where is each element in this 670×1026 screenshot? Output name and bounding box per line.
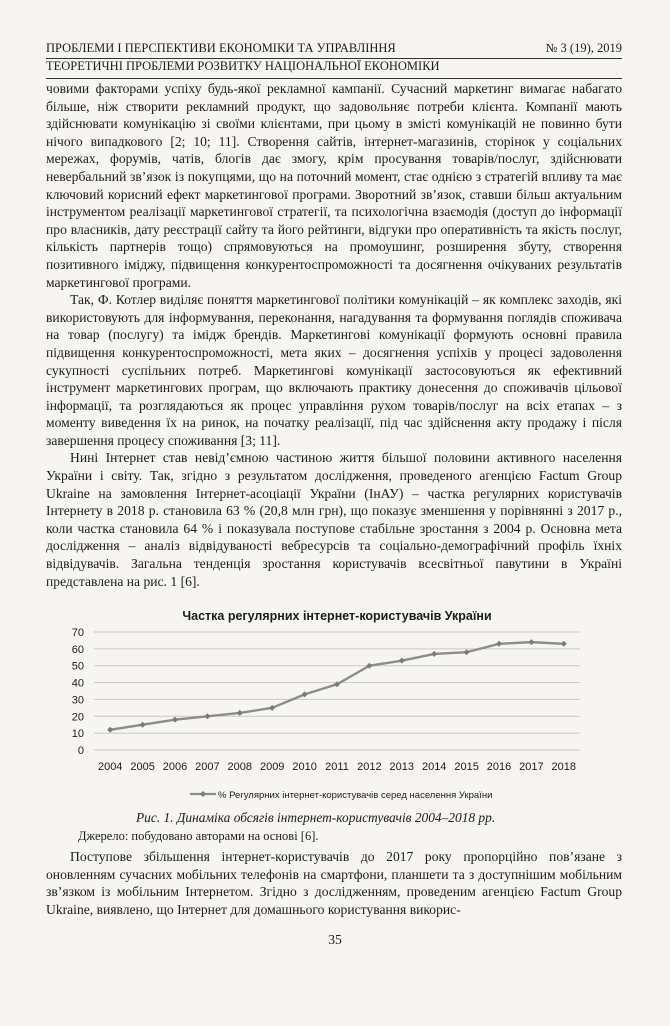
x-tick-label: 2013 bbox=[389, 761, 415, 773]
running-header bbox=[46, 34, 622, 59]
paragraph: Поступове збільшення інтернет-користувачів до 2017 року пропорційно пов’язане з оновленням сучасних мобільних телефонів на смартфони, планшети та з доступнішим мобільним зв’язком із мобільним Інтернетом. Згідно з дослідженням, проведеним агенцією Factum Group Ukraine, виявлено, що Інтернет для домашнього користування викорис- bbox=[46, 849, 622, 917]
y-tick-label: 50 bbox=[71, 660, 84, 673]
x-tick-label: 2010 bbox=[292, 761, 317, 773]
y-tick-label: 10 bbox=[71, 728, 84, 741]
x-tick-label: 2009 bbox=[259, 761, 285, 773]
legend-marker bbox=[200, 791, 206, 797]
y-tick-label: 30 bbox=[71, 694, 84, 707]
x-tick-label: 2018 bbox=[551, 761, 577, 773]
chart-title: Частка регулярних інтернет-користувачів України bbox=[182, 609, 492, 623]
y-tick-label: 20 bbox=[71, 711, 84, 724]
x-tick-label: 2016 bbox=[486, 761, 512, 773]
data-point bbox=[399, 658, 405, 664]
x-tick-label: 2007 bbox=[195, 761, 220, 773]
page-number: 35 bbox=[328, 932, 342, 947]
data-point bbox=[204, 713, 210, 719]
x-tick-label: 2011 bbox=[325, 761, 349, 773]
paragraph: човими факторами успіху будь-якої рекламної кампанії. Сучасний маркетинг вимагає набагато більше, ніж створити рекламний продукт, що задовольняє потреби клієнта. Компанії мають здійснювати комунікацію зі своїми клієнтами, при цьому в змісті комунікацій не повинно бути нічого випадкового [2; 10; 11]. Створення сайтів, інтернет-магазинів, сторінок у соціальних мережах, форумів, чатів, блогів дає змогу, крім просування товарів/послуг, здійснювати невербальний зв’язок із покупцями, що на поточний момент, стає однією з стратегій впливу та має ключовий корисний ефект маркетингової програми. Зворотний зв’язок, ставши більш актуальним інструментом реалізації маркетингової стратегії, та психологічна взаємодія (доступ до інформації про власників, дату реєстрації сайту та його рейтинги, відгуки про оперативність та якість послуг, кількість партнерів тощо) спрямовуються на промоушинг, розширення збуту, створення позитивного іміджу, підвищення конкурентоспроможності та досягнення очікуваних результатів маркетингової програми. bbox=[46, 81, 622, 290]
line-chart bbox=[60, 604, 590, 816]
paragraph: Нині Інтернет став невід’ємною частиною життя більшої половини активного населення України і світу. Так, згідно з результатом дослідження, проведеного агенцією Factum Group Ukraine на замовлення Інтернет-асоціації України (ІнАУ) – частка регулярних користувачів Інтернету в 2018 р. становила 63 % (20,8 млн грн), що показує зменшення у порівнянні з 2017 р., коли частка становила 64 % і показувала поступове стабільне зростання з 2004 р. Основна мета дослідження – аналіз відвідуваності вебресурсів та соціально-демографічний профіль їхніх відвідувачів. Загальна тенденція зростання користувачів всесвітньої павутини в Україні представлена на рис. 1 [6]. bbox=[46, 450, 622, 589]
article-body-continued bbox=[46, 848, 622, 918]
data-point bbox=[528, 639, 534, 645]
y-tick-label: 70 bbox=[71, 627, 84, 639]
data-point bbox=[237, 710, 243, 716]
x-tick-label: 2006 bbox=[162, 761, 188, 773]
data-point bbox=[431, 651, 437, 657]
article-body bbox=[46, 80, 622, 590]
x-tick-label: 2008 bbox=[227, 761, 253, 773]
x-tick-label: 2004 bbox=[97, 761, 123, 773]
issue-number: № 3 (19), 2019 bbox=[545, 41, 622, 55]
y-tick-label: 0 bbox=[77, 745, 84, 757]
x-tick-label: 2012 bbox=[357, 761, 382, 773]
journal-title: ПРОБЛЕМИ І ПЕРСПЕКТИВИ ЕКОНОМІКИ ТА УПРАВЛІННЯ bbox=[46, 41, 396, 55]
x-tick-label: 2014 bbox=[421, 761, 447, 773]
figure-caption: Рис. 1. Динаміка обсягів інтернет-користувачів 2004–2018 рр. bbox=[136, 810, 496, 825]
section-title: ТЕОРЕТИЧНІ ПРОБЛЕМИ РОЗВИТКУ НАЦІОНАЛЬНОЇ ЕКОНОМІКИ bbox=[46, 59, 622, 79]
y-tick-label: 60 bbox=[71, 643, 84, 656]
y-tick-label: 40 bbox=[71, 677, 84, 690]
paragraph: Так, Ф. Котлер виділяє поняття маркетингової політики комунікацій – як комплекс заходів, які використовують для інформування, переконання, нагадування та формування поглядів споживача на товар (послугу) та імідж брендів. Маркетингові комунікації формують основні правила підвищення конкурентоспроможності, мета яких – досягнення успіхів у процесі задоволення сукупності суспільних потреб. Маркетингові комунікації застосовуються як ефективний інструмент маркетингових програм, що включають практику донесення до споживачів цільової інформації, та розглядаються як процес управління рухом товарів/послуг на всіх етапах – з моменту виведення їх на ринок, на початку реалізації, під час здійснення акту продажу і після завершення процесу споживання [3; 11]. bbox=[46, 292, 622, 448]
data-point bbox=[496, 641, 502, 647]
data-point bbox=[140, 722, 146, 728]
legend-label: % Регулярних інтернет-користувачів серед населення України bbox=[218, 790, 493, 801]
x-tick-label: 2005 bbox=[130, 761, 155, 773]
data-point bbox=[172, 717, 178, 723]
data-point bbox=[464, 649, 470, 655]
data-point bbox=[561, 641, 567, 647]
x-tick-label: 2017 bbox=[519, 761, 544, 773]
figure-source: Джерело: побудовано авторами на основі [6]. bbox=[78, 829, 319, 843]
x-tick-label: 2015 bbox=[454, 761, 479, 773]
chart-canvas bbox=[60, 604, 590, 816]
data-point bbox=[107, 727, 113, 733]
